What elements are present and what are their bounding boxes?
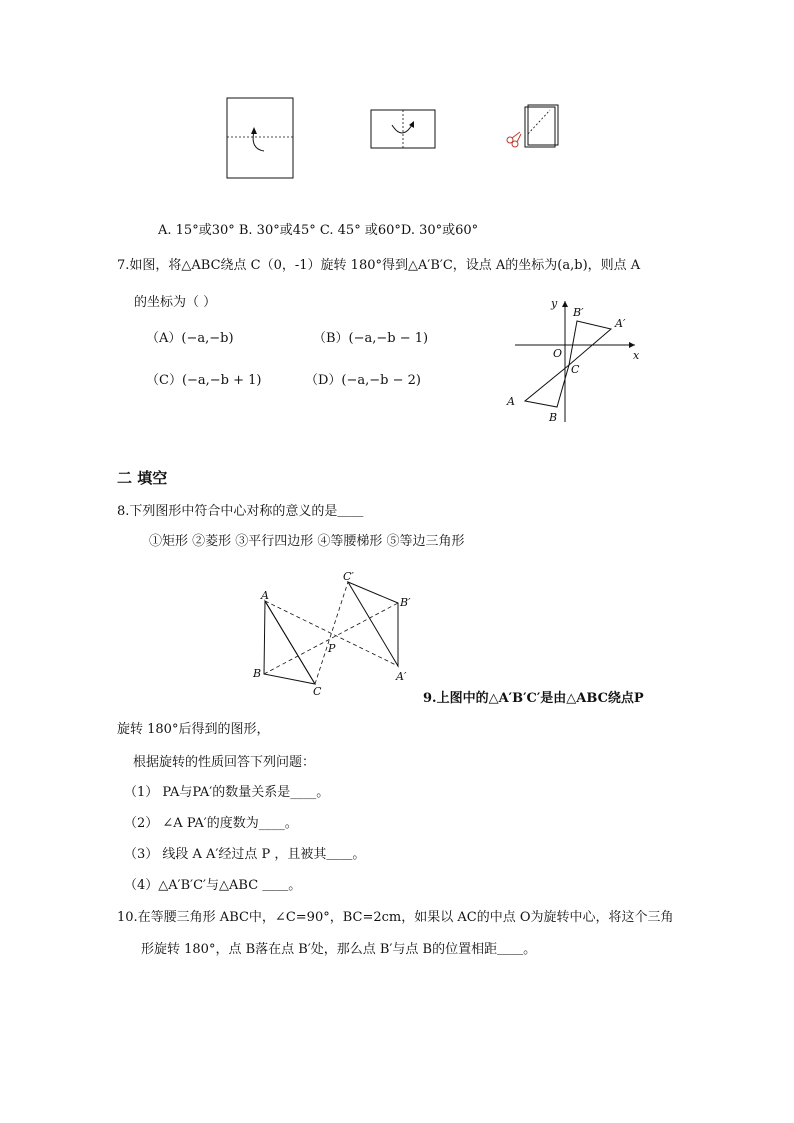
q10-line2: 形旋转 180°，点 B落在点 B′处，那么点 B′与点 B的位置相距＿＿。 bbox=[141, 942, 537, 957]
q9-line1: 9.上图中的△A′B′C′是由△ABC绕点P bbox=[423, 691, 644, 706]
q9-sub1: （1） PA与PA′的数量关系是____。 bbox=[124, 785, 330, 800]
q9-label-a: A bbox=[261, 589, 269, 602]
q10-line1: 10.在等腰三角形 ABC中，∠C=90°，BC=2cm，如果以 AC的中点 O为旋转中心，将这个三角 bbox=[117, 910, 674, 925]
q7-option-a: （A）(−a,−b) bbox=[146, 331, 234, 346]
q9-sub2: （2） ∠A PA′的度数为____。 bbox=[124, 816, 298, 831]
q7-label-o: O bbox=[553, 347, 563, 360]
q9-rotation-figure bbox=[250, 568, 420, 698]
q7-label-a-prime: A′ bbox=[615, 317, 626, 330]
q7-line2: 的坐标为（ ） bbox=[134, 295, 217, 310]
q9-label-c-prime: C′ bbox=[343, 570, 354, 583]
q7-line1: 7.如图，将△ABC绕点 C（0，-1）旋转 180°得到△A′B′C，设点 A的坐标为(a,b)，则点 A bbox=[117, 258, 641, 273]
q7-label-x: x bbox=[633, 349, 640, 362]
q7-option-b: （B）(−a,−b − 1) bbox=[313, 331, 429, 346]
q9-intro: 根据旋转的性质回答下列问题： bbox=[133, 755, 316, 770]
q9-label-c: C bbox=[313, 685, 322, 698]
q8-options: ①矩形 ②菱形 ③平行四边形 ④等腰梯形 ⑤等边三角形 bbox=[149, 534, 465, 549]
q9-line2: 旋转 180°后得到的图形， bbox=[117, 722, 270, 737]
q9-sub3: （3） 线段 A A′经过点 P ，且被其＿＿。 bbox=[124, 847, 366, 862]
q9-sub4: （4）△A′B′C′与△ABC ＿＿。 bbox=[124, 878, 302, 893]
q7-option-d: （D）(−a,−b − 2) bbox=[305, 373, 421, 388]
q9-label-a-prime: A′ bbox=[396, 670, 407, 683]
q7-label-y: y bbox=[551, 297, 558, 310]
fold-figure-1 bbox=[226, 97, 296, 179]
scissors-icon bbox=[507, 132, 521, 147]
q9-label-b: B bbox=[253, 667, 262, 680]
q7-label-b-prime: B′ bbox=[573, 306, 584, 319]
q7-label-b: B bbox=[549, 411, 558, 424]
q9-label-b-prime: B′ bbox=[400, 596, 411, 609]
fold-figure-2 bbox=[370, 109, 440, 151]
q7-coordinate-figure bbox=[505, 297, 645, 427]
q9-label-p: P bbox=[328, 642, 336, 655]
q7-option-c: （C）(−a,−b + 1) bbox=[146, 373, 262, 388]
section-2-title: 二 填空 bbox=[117, 469, 168, 487]
q6-options: A. 15°或30° B. 30°或45° C. 45° 或60°D. 30°或60° bbox=[158, 223, 479, 238]
q7-label-c: C bbox=[571, 363, 580, 376]
fold-figure-3 bbox=[504, 104, 564, 152]
q8-text: 8.下列图形中符合中心对称的意义的是＿＿ bbox=[117, 504, 364, 519]
q7-label-a: A bbox=[507, 395, 515, 408]
